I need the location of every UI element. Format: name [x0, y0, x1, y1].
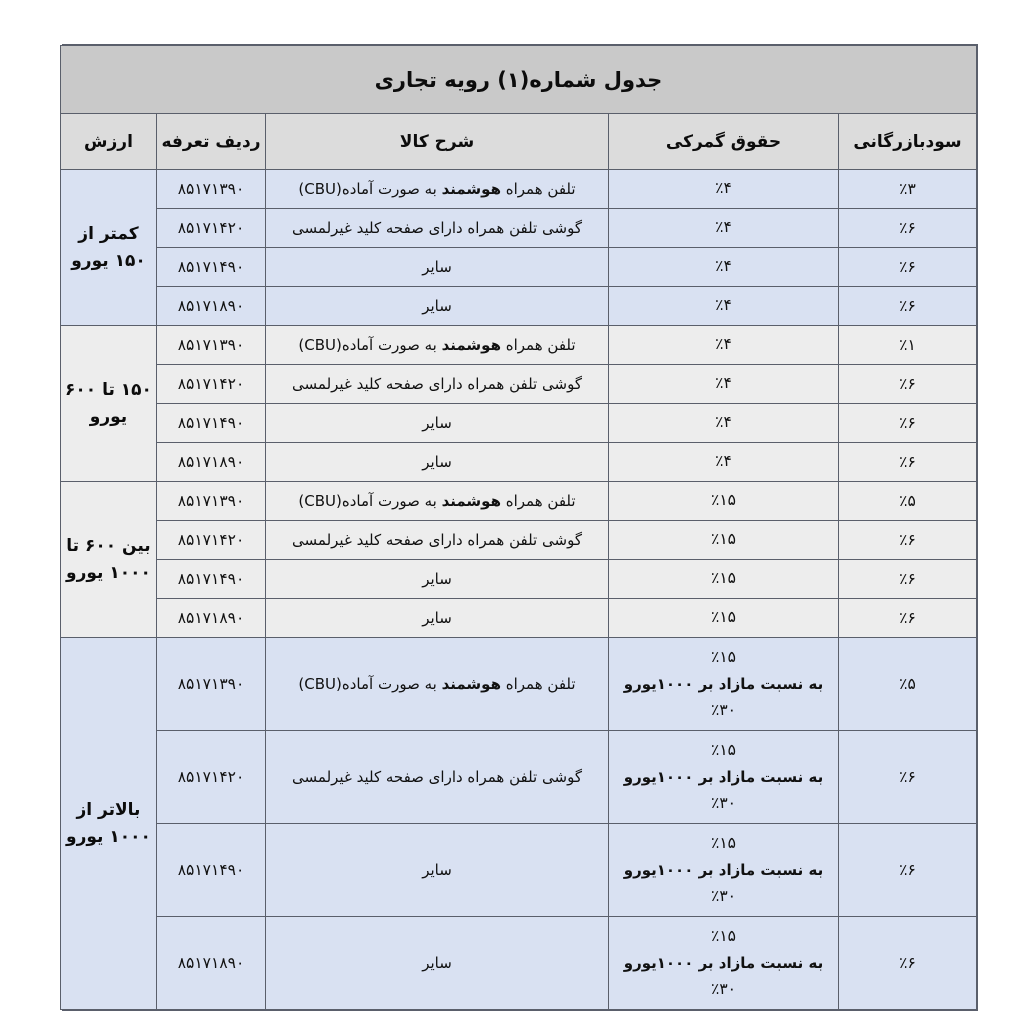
- goods-description-text: گوشی تلفن همراه دارای صفحه کلید غیرلمسی: [292, 768, 582, 786]
- cell-tariff-code: ۸۵۱۷۱۴۲۰: [157, 365, 266, 404]
- goods-description-emphasis: هوشمند: [441, 180, 501, 198]
- cell-customs-duty: ٪۱۵: [609, 560, 839, 599]
- table-row: [60, 404, 976, 443]
- customs-duty-line-1: ٪۱۵: [711, 647, 736, 666]
- customs-duty-line-2: به نسبت مازاد بر ۱۰۰۰یورو: [623, 860, 824, 879]
- cell-goods-description: [266, 287, 609, 326]
- goods-description-text: سایر: [422, 297, 452, 315]
- cell-commercial-profit: ٪۶: [839, 521, 977, 560]
- table-row: [60, 917, 976, 1010]
- cell-commercial-profit: ٪۶: [839, 917, 977, 1010]
- cell-commercial-profit: ٪۶: [839, 248, 977, 287]
- goods-description-text: سایر: [422, 954, 452, 972]
- cell-customs-duty: ٪۴: [609, 209, 839, 248]
- cell-value-range: کمتر از ۱۵۰ یورو: [60, 170, 156, 326]
- customs-duty-line-2: به نسبت مازاد بر ۱۰۰۰یورو: [623, 674, 824, 693]
- cell-customs-duty: [609, 731, 839, 824]
- cell-commercial-profit: ٪۶: [839, 824, 977, 917]
- table-row: [60, 443, 976, 482]
- cell-tariff-code: ۸۵۱۷۱۸۹۰: [157, 443, 266, 482]
- goods-description-text: تلفن همراه: [500, 180, 576, 198]
- table-body: [60, 170, 976, 1010]
- cell-goods-description: [266, 443, 609, 482]
- table-row: [60, 521, 976, 560]
- goods-description-emphasis: هوشمند: [441, 336, 501, 354]
- cell-commercial-profit: ٪۶: [839, 443, 977, 482]
- cell-goods-description: [266, 209, 609, 248]
- table-row: [60, 209, 976, 248]
- column-header-customs-duty: حقوق گمرکی: [609, 114, 839, 170]
- column-header-tariff-row: ردیف تعرفه: [157, 114, 266, 170]
- customs-duty-line-3: ٪۳۰: [711, 701, 736, 720]
- goods-description-emphasis: هوشمند: [441, 492, 501, 510]
- column-header-value: ارزش: [60, 114, 156, 170]
- cell-goods-description: [266, 326, 609, 365]
- cell-customs-duty: [609, 824, 839, 917]
- table-row: [60, 560, 976, 599]
- customs-duty-line-3: ٪۳۰: [711, 794, 736, 813]
- goods-description-emphasis: هوشمند: [441, 675, 501, 693]
- table-title-row: [60, 46, 976, 114]
- cell-commercial-profit: ٪۶: [839, 731, 977, 824]
- cell-tariff-code: ۸۵۱۷۱۸۹۰: [157, 287, 266, 326]
- cell-customs-duty: [609, 917, 839, 1010]
- cell-tariff-code: ۸۵۱۷۱۳۹۰: [157, 170, 266, 209]
- goods-description-text: تلفن همراه: [500, 675, 576, 693]
- goods-description-text: گوشی تلفن همراه دارای صفحه کلید غیرلمسی: [292, 375, 582, 393]
- table-row: [60, 482, 976, 521]
- cell-commercial-profit: ٪۱: [839, 326, 977, 365]
- cell-commercial-profit: ٪۶: [839, 365, 977, 404]
- table-row: [60, 365, 976, 404]
- cell-goods-description: [266, 404, 609, 443]
- goods-description-text: سایر: [422, 414, 452, 432]
- cell-value-range: بین ۶۰۰ تا ۱۰۰۰ یورو: [60, 482, 156, 638]
- cell-customs-duty: ٪۴: [609, 170, 839, 209]
- goods-description-text: تلفن همراه: [500, 492, 576, 510]
- customs-duty-line-2: به نسبت مازاد بر ۱۰۰۰یورو: [623, 953, 824, 972]
- cell-tariff-code: ۸۵۱۷۱۴۹۰: [157, 560, 266, 599]
- cell-tariff-code: ۸۵۱۷۱۳۹۰: [157, 482, 266, 521]
- table-row: [60, 248, 976, 287]
- table-row: [60, 326, 976, 365]
- cell-customs-duty: ٪۱۵: [609, 599, 839, 638]
- cell-goods-description: [266, 638, 609, 731]
- cell-tariff-code: ۸۵۱۷۱۳۹۰: [157, 638, 266, 731]
- cell-goods-description: [266, 560, 609, 599]
- cell-customs-duty: ٪۴: [609, 365, 839, 404]
- customs-duty-line-3: ٪۳۰: [711, 887, 736, 906]
- column-header-commercial-profit: سودبازرگانی: [839, 114, 977, 170]
- table-title: جدول شماره(۱) رویه تجاری: [60, 46, 976, 114]
- cell-commercial-profit: ٪۶: [839, 560, 977, 599]
- cell-goods-description: [266, 365, 609, 404]
- goods-description-suffix: به صورت آماده(CBU): [298, 180, 442, 198]
- tariff-table: [60, 45, 977, 1010]
- cell-goods-description: [266, 731, 609, 824]
- cell-commercial-profit: ٪۶: [839, 209, 977, 248]
- cell-customs-duty: ٪۱۵: [609, 482, 839, 521]
- cell-customs-duty: ٪۴: [609, 404, 839, 443]
- cell-customs-duty: ٪۱۵: [609, 521, 839, 560]
- goods-description-text: سایر: [422, 570, 452, 588]
- cell-tariff-code: ۸۵۱۷۱۸۹۰: [157, 599, 266, 638]
- cell-tariff-code: ۸۵۱۷۱۸۹۰: [157, 917, 266, 1010]
- cell-goods-description: [266, 917, 609, 1010]
- cell-commercial-profit: ٪۵: [839, 638, 977, 731]
- cell-goods-description: [266, 482, 609, 521]
- table-row: [60, 170, 976, 209]
- table-row: [60, 638, 976, 731]
- customs-duty-line-3: ٪۳۰: [711, 980, 736, 999]
- cell-tariff-code: ۸۵۱۷۱۴۲۰: [157, 209, 266, 248]
- goods-description-text: تلفن همراه: [500, 336, 576, 354]
- cell-customs-duty: [609, 638, 839, 731]
- cell-tariff-code: ۸۵۱۷۱۴۹۰: [157, 404, 266, 443]
- customs-duty-line-1: ٪۱۵: [711, 833, 736, 852]
- table-head: [60, 46, 976, 170]
- cell-value-range: بالاتر از ۱۰۰۰ یورو: [60, 638, 156, 1010]
- customs-duty-line-2: به نسبت مازاد بر ۱۰۰۰یورو: [623, 767, 824, 786]
- table-row: [60, 824, 976, 917]
- cell-commercial-profit: ٪۶: [839, 599, 977, 638]
- cell-customs-duty: ٪۴: [609, 443, 839, 482]
- cell-customs-duty: ٪۴: [609, 287, 839, 326]
- cell-commercial-profit: ٪۶: [839, 287, 977, 326]
- cell-commercial-profit: ٪۶: [839, 404, 977, 443]
- cell-goods-description: [266, 170, 609, 209]
- cell-goods-description: [266, 824, 609, 917]
- cell-commercial-profit: ٪۵: [839, 482, 977, 521]
- goods-description-text: سایر: [422, 609, 452, 627]
- cell-value-range: ۱۵۰ تا ۶۰۰ یورو: [60, 326, 156, 482]
- cell-tariff-code: ۸۵۱۷۱۴۲۰: [157, 731, 266, 824]
- table-row: [60, 731, 976, 824]
- cell-customs-duty: ٪۴: [609, 248, 839, 287]
- goods-description-suffix: به صورت آماده(CBU): [298, 492, 442, 510]
- cell-tariff-code: ۸۵۱۷۱۴۲۰: [157, 521, 266, 560]
- cell-customs-duty: ٪۴: [609, 326, 839, 365]
- tariff-table-container: [62, 44, 978, 1011]
- customs-duty-line-1: ٪۱۵: [711, 926, 736, 945]
- goods-description-text: سایر: [422, 861, 452, 879]
- table-row: [60, 287, 976, 326]
- cell-tariff-code: ۸۵۱۷۱۳۹۰: [157, 326, 266, 365]
- cell-goods-description: [266, 521, 609, 560]
- column-header-goods-description: شرح کالا: [266, 114, 609, 170]
- cell-tariff-code: ۸۵۱۷۱۴۹۰: [157, 248, 266, 287]
- cell-tariff-code: ۸۵۱۷۱۴۹۰: [157, 824, 266, 917]
- cell-commercial-profit: ٪۳: [839, 170, 977, 209]
- cell-goods-description: [266, 599, 609, 638]
- table-header-row: [60, 114, 976, 170]
- goods-description-text: گوشی تلفن همراه دارای صفحه کلید غیرلمسی: [292, 219, 582, 237]
- customs-duty-line-1: ٪۱۵: [711, 740, 736, 759]
- table-row: [60, 599, 976, 638]
- cell-goods-description: [266, 248, 609, 287]
- goods-description-suffix: به صورت آماده(CBU): [298, 675, 442, 693]
- goods-description-text: سایر: [422, 258, 452, 276]
- goods-description-suffix: به صورت آماده(CBU): [298, 336, 442, 354]
- goods-description-text: سایر: [422, 453, 452, 471]
- goods-description-text: گوشی تلفن همراه دارای صفحه کلید غیرلمسی: [292, 531, 582, 549]
